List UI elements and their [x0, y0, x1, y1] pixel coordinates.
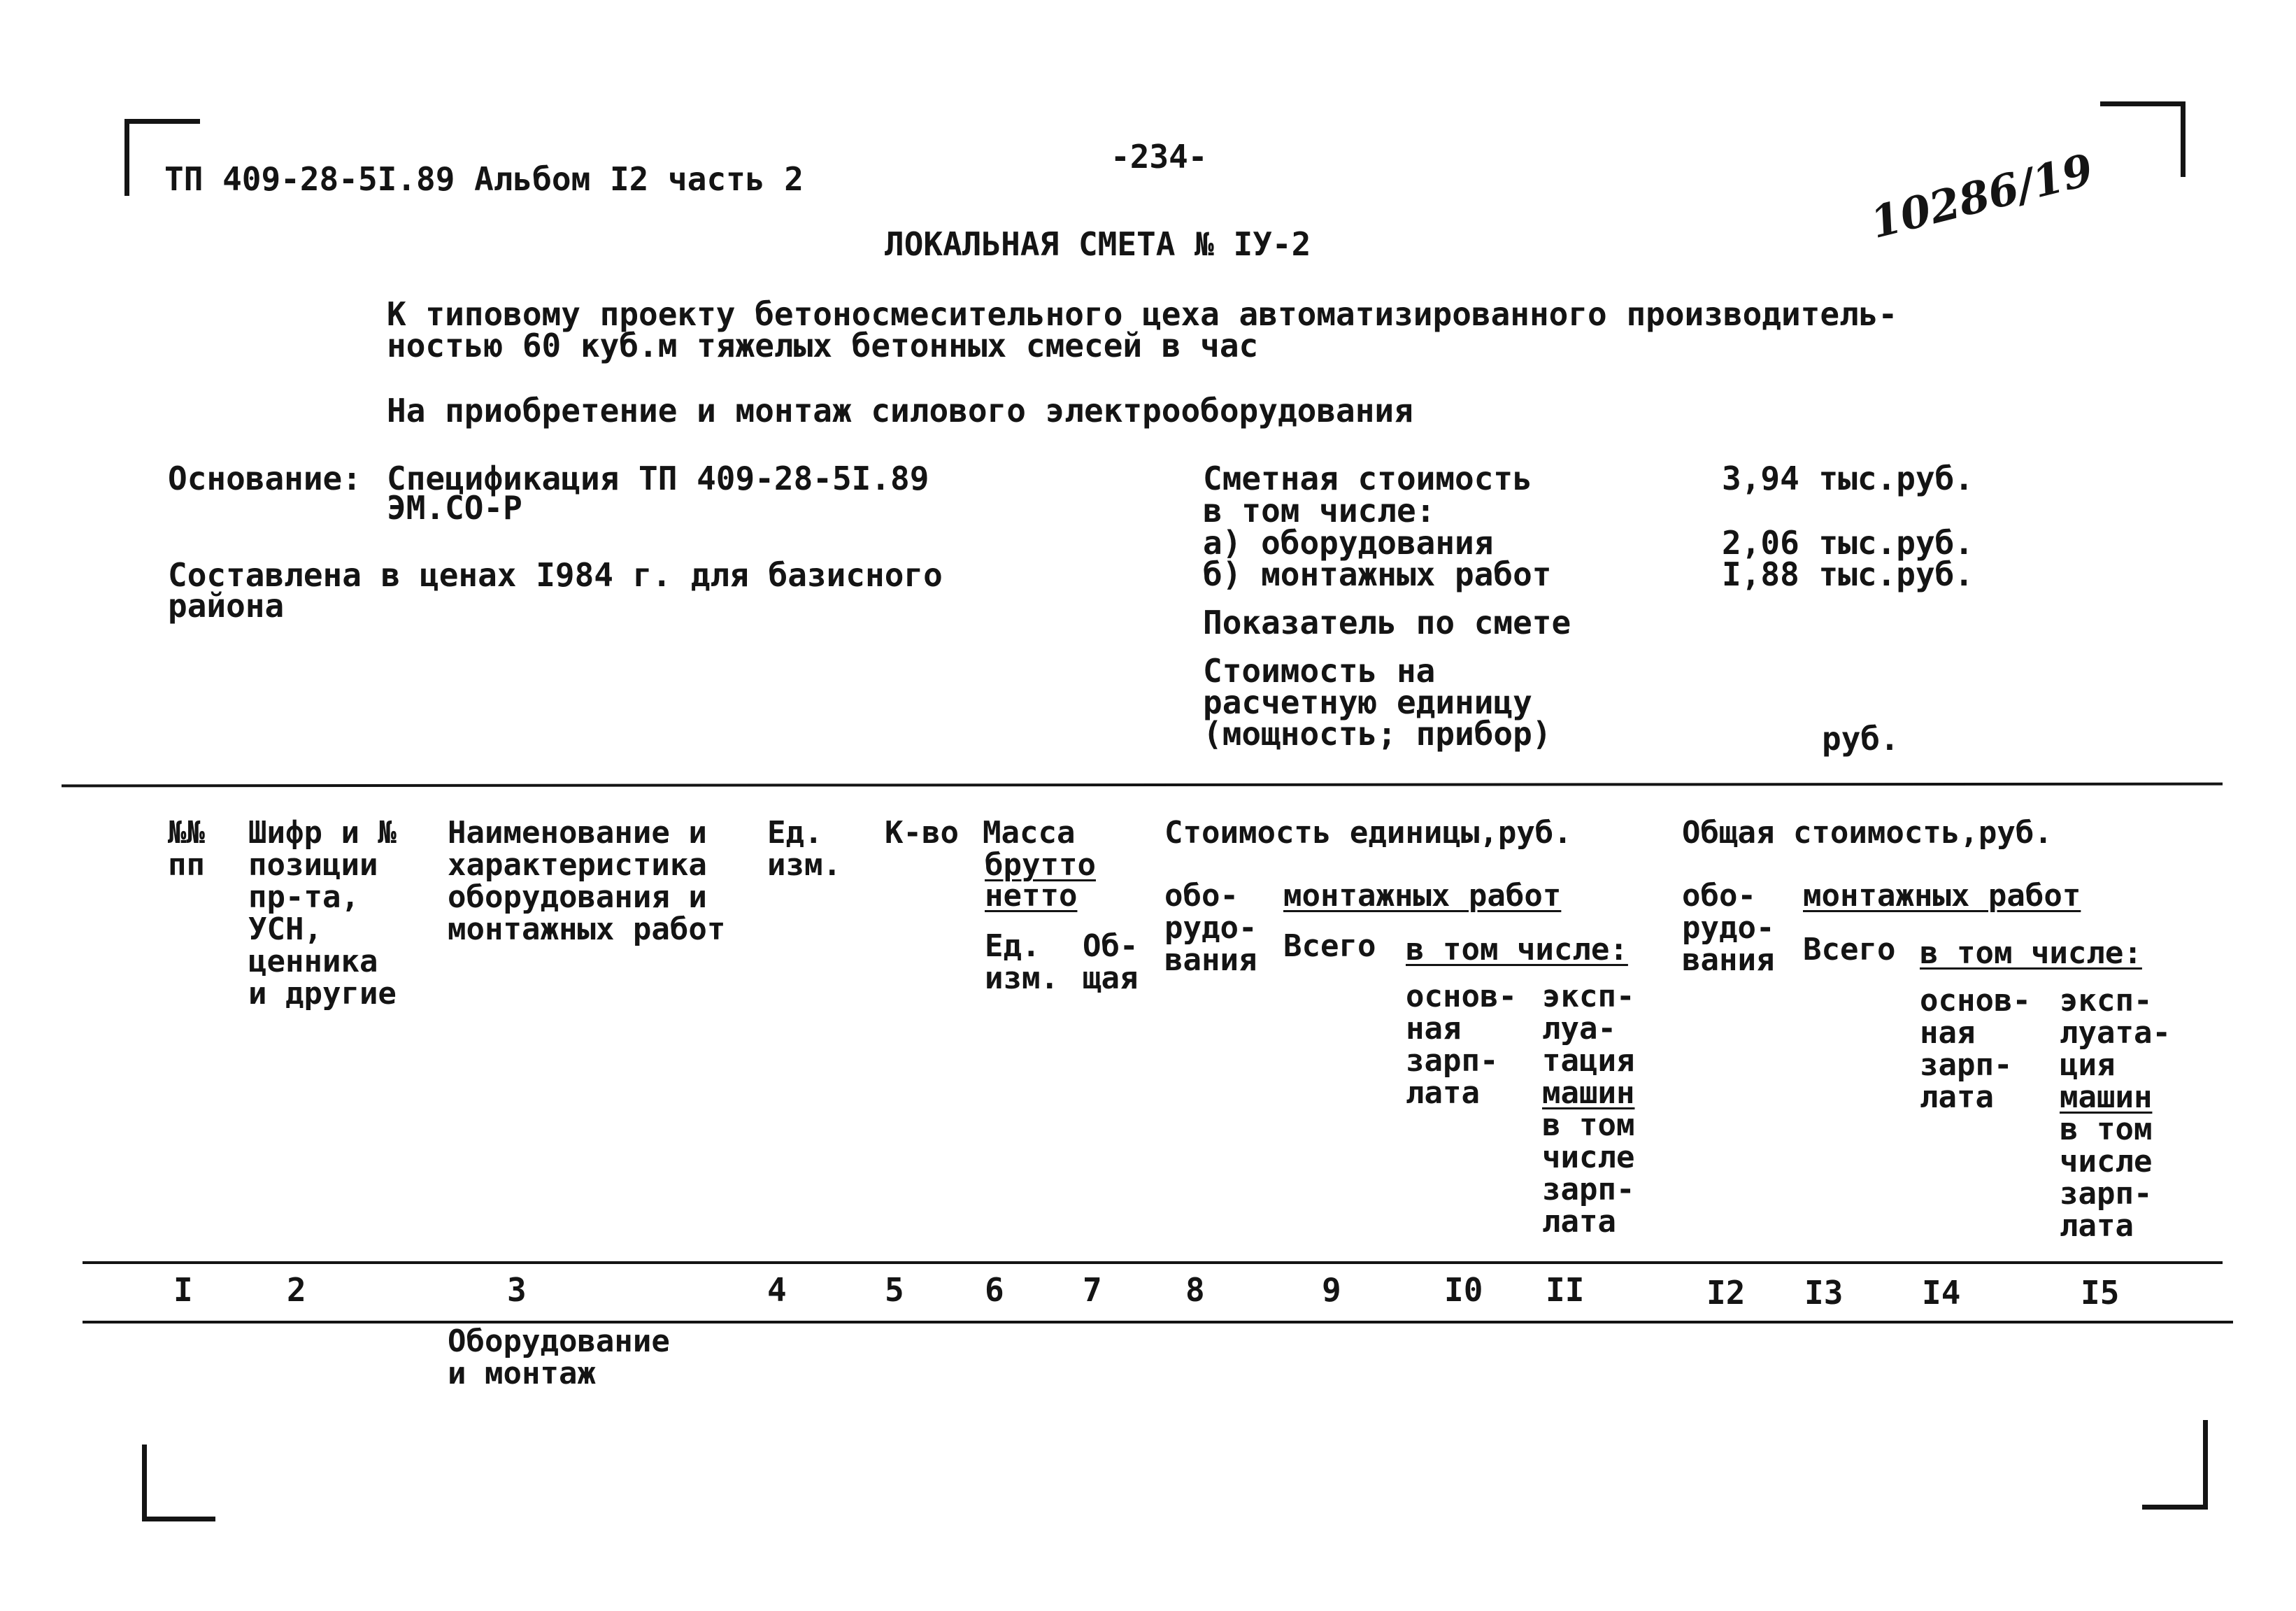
- col-header-total-machines-word: машин: [2060, 1079, 2153, 1115]
- col-header-mass-unit: Ед. изм.: [985, 928, 1059, 996]
- column-number: I2: [1706, 1274, 1746, 1312]
- unit-cost-currency: руб.: [1822, 720, 1899, 758]
- corner-mark-bottom-right-h: [2142, 1505, 2208, 1510]
- col-header-unit-install: монтажных работ: [1283, 878, 1562, 914]
- equipment-cost-label: а) оборудования: [1203, 524, 1494, 562]
- basis-line-1: Спецификация ТП 409-28-5I.89: [387, 460, 929, 497]
- col-header-name: Наименование и характеристика оборудования и монтажных работ: [448, 815, 726, 947]
- column-number: 8: [1185, 1271, 1205, 1309]
- col-header-total-install: монтажных работ: [1803, 878, 2081, 914]
- column-number: 6: [985, 1271, 1004, 1309]
- column-number: I5: [2081, 1274, 2120, 1312]
- column-number: I3: [1804, 1274, 1844, 1312]
- install-cost-label: б) монтажных работ: [1203, 555, 1552, 593]
- table-numbers-bottom-rule: [83, 1321, 2233, 1323]
- estimated-cost-value: 3,94 тыс.руб.: [1722, 460, 1974, 497]
- col-header-mass-gross: брутто: [985, 847, 1096, 883]
- col-header-mass-net: нетто: [985, 878, 1078, 914]
- equipment-cost-value: 2,06 тыс.руб.: [1722, 524, 1974, 562]
- compiled-line-1: Составлена в ценах I984 г. для базисного: [168, 556, 943, 594]
- estimated-cost-label: Сметная стоимость: [1203, 460, 1532, 497]
- unit-cost-line-3: (мощность; прибор): [1203, 715, 1552, 753]
- purpose-line: На приобретение и монтаж силового электрооборудования: [387, 392, 1413, 430]
- col-header-unit-total: Всего: [1283, 928, 1376, 964]
- corner-mark-top-left-h: [124, 119, 200, 124]
- basis-line-2: ЭМ.СО-Р: [387, 489, 522, 527]
- col-header-unit: Ед. изм.: [767, 815, 841, 883]
- corner-mark-bottom-left-v: [142, 1445, 147, 1521]
- column-number: I4: [1922, 1274, 1961, 1312]
- column-number: I: [173, 1271, 193, 1309]
- col-header-unit-cost: Стоимость единицы,руб.: [1164, 815, 1572, 851]
- column-number: 5: [885, 1271, 904, 1309]
- project-line-1: К типовому проекту бетоносмесительного цеха автоматизированного производитель-: [387, 295, 1898, 333]
- corner-mark-bottom-right-v: [2203, 1420, 2208, 1510]
- col-header-unit-machines-word: машин: [1542, 1075, 1635, 1111]
- column-number: II: [1546, 1271, 1585, 1309]
- col-header-mass-total: Об- щая: [1083, 928, 1139, 996]
- col-header-total-all: Всего: [1803, 932, 1896, 967]
- indicator-label: Показатель по смете: [1203, 604, 1571, 641]
- page-title: ЛОКАЛЬНАЯ СМЕТА № IУ-2: [885, 225, 1311, 263]
- corner-mark-top-right-h: [2100, 101, 2186, 106]
- col-header-total-machines-salary: в том числе зарп- лата: [2060, 1112, 2153, 1244]
- col-header-unit-machines: эксп- луа- тация: [1542, 979, 1635, 1079]
- page-number: -234-: [1111, 138, 1208, 176]
- unit-cost-line-1: Стоимость на: [1203, 652, 1436, 690]
- col-header-total-salary: основ- ная зарп- лата: [1920, 983, 2031, 1115]
- col-header-total-cost: Общая стоимость,руб.: [1682, 815, 2053, 851]
- col-header-total-machines: эксп- луата- ция: [2060, 983, 2171, 1083]
- col-header-quantity: К-во: [885, 815, 959, 851]
- section-title: Оборудование и монтаж: [448, 1323, 670, 1391]
- col-header-number: №№ пп: [168, 815, 205, 883]
- project-line-2: ностью 60 куб.м тяжелых бетонных смесей в час: [387, 327, 1259, 364]
- col-header-total-including: в том числе:: [1920, 935, 2142, 971]
- corner-mark-top-left-v: [124, 119, 129, 196]
- handwritten-number: 10286/19: [1865, 143, 2098, 248]
- install-cost-value: I,88 тыс.руб.: [1722, 555, 1974, 593]
- table-header-bottom-rule: [83, 1261, 2223, 1264]
- compiled-line-2: района: [168, 587, 285, 625]
- column-number: 2: [287, 1271, 306, 1309]
- column-number: 7: [1083, 1271, 1102, 1309]
- column-number: 3: [507, 1271, 527, 1309]
- corner-mark-top-right-v: [2181, 101, 2186, 177]
- col-header-unit-including: в том числе:: [1406, 932, 1628, 967]
- col-header-code: Шифр и № позиции пр-та, УСН, ценника и другие: [248, 815, 397, 1012]
- column-number: 4: [767, 1271, 787, 1309]
- column-number: 9: [1322, 1271, 1341, 1309]
- document-reference: ТП 409-28-5I.89 Альбом I2 часть 2: [164, 160, 804, 198]
- col-header-total-equipment: обо- рудо- вания: [1682, 878, 1775, 978]
- column-number: I0: [1444, 1271, 1483, 1309]
- col-header-unit-equipment: обо- рудо- вания: [1164, 878, 1257, 978]
- col-header-unit-machines-salary: в том числе зарп- лата: [1542, 1107, 1635, 1240]
- corner-mark-bottom-left-h: [142, 1517, 215, 1521]
- col-header-mass: Масса: [983, 815, 1076, 851]
- col-header-unit-salary: основ- ная зарп- лата: [1406, 979, 1517, 1111]
- including-label: в том числе:: [1203, 492, 1436, 530]
- unit-cost-line-2: расчетную единицу: [1203, 683, 1532, 721]
- table-top-rule: [62, 783, 2223, 788]
- basis-label: Основание:: [168, 460, 362, 497]
